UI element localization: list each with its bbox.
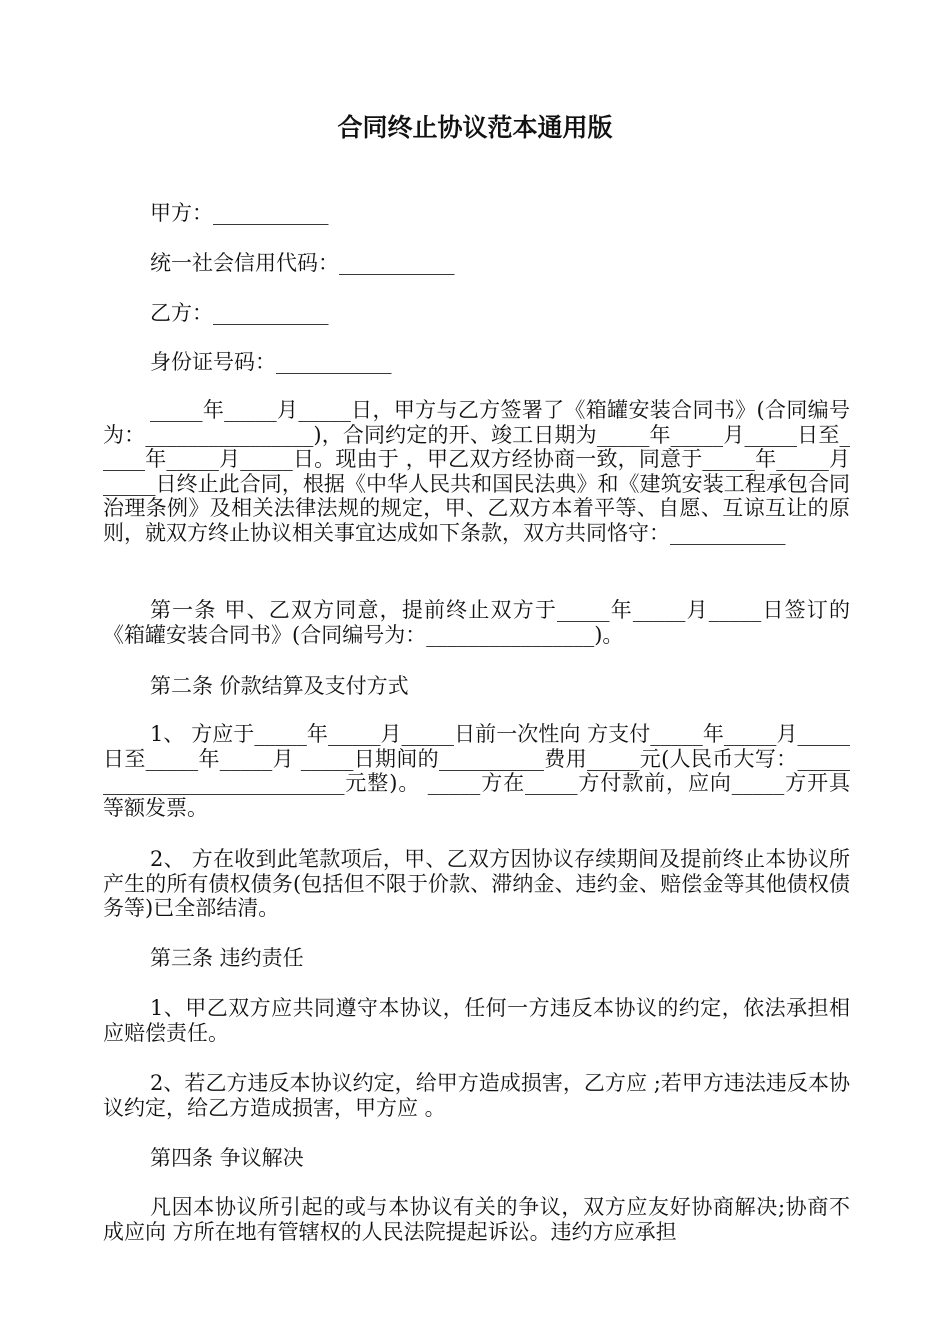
credit-code-field: 统一社会信用代码：___________: [150, 251, 455, 275]
article-4-heading: 第四条 争议解决: [150, 1146, 304, 1170]
article-2-item-1: 1、 方应于_____年_____月_____日前一次性向 方支付_____年_____月_____日至_____年_____月 _____日期间的__________费用_____元(人民币大写：____________________________元整)。 _____方在_____方付款前，应向_____方开具等额发票。: [103, 722, 850, 820]
article-2-heading: 第二条 价款结算及支付方式: [150, 674, 409, 698]
article-1-paragraph: 第一条 甲、乙双方同意，提前终止双方于_____年_____月_____日签订的《箱罐安装合同书》(合同编号为：________________)。: [103, 598, 850, 647]
article-2-item-2: 2、 方在收到此笔款项后，甲、乙双方因协议存续期间及提前终止本协议所产生的所有债权债务(包括但不限于价款、滞纳金、违约金、赔偿金等其他债权债务等)已全部结清。: [103, 847, 850, 920]
article-3-heading: 第三条 违约责任: [150, 946, 304, 970]
article-3-item-2: 2、若乙方违反本协议约定，给甲方造成损害，乙方应 ;若甲方违法违反本协议约定，给乙方造成损害，甲方应 。: [103, 1071, 850, 1120]
article-3-item-1: 1、甲乙双方应共同遵守本协议，任何一方违反本协议的约定，依法承担相应赔偿责任。: [103, 996, 850, 1045]
party-a-field: 甲方：___________: [150, 201, 329, 225]
article-4-paragraph: 凡因本协议所引起的或与本协议有关的争议，双方应友好协商解决;协商不成应向 方所在地有管辖权的人民法院提起诉讼。违约方应承担: [103, 1195, 850, 1244]
document-title: 合同终止协议范本通用版: [337, 113, 613, 142]
intro-paragraph: _____年_____月_____日，甲方与乙方签署了《箱罐安装合同书》(合同编号为：________________)，合同约定的开、竣工日期为_____年_____月_____日至_____年_____月_____日。现由于 ，甲乙双方经协商一致，同意于_____年_____月_____日终止此合同，根据《中华人民共和国民法典》和《建筑安装工程承包合同治理条例》及相关法律法规的规定，甲、乙双方本着平等、自愿、互谅互让的原则，就双方终止协议相关事宜达成如下条款，双方共同恪守：___________: [103, 398, 850, 545]
party-b-field: 乙方：___________: [150, 301, 329, 325]
id-number-field: 身份证号码：___________: [150, 350, 392, 374]
